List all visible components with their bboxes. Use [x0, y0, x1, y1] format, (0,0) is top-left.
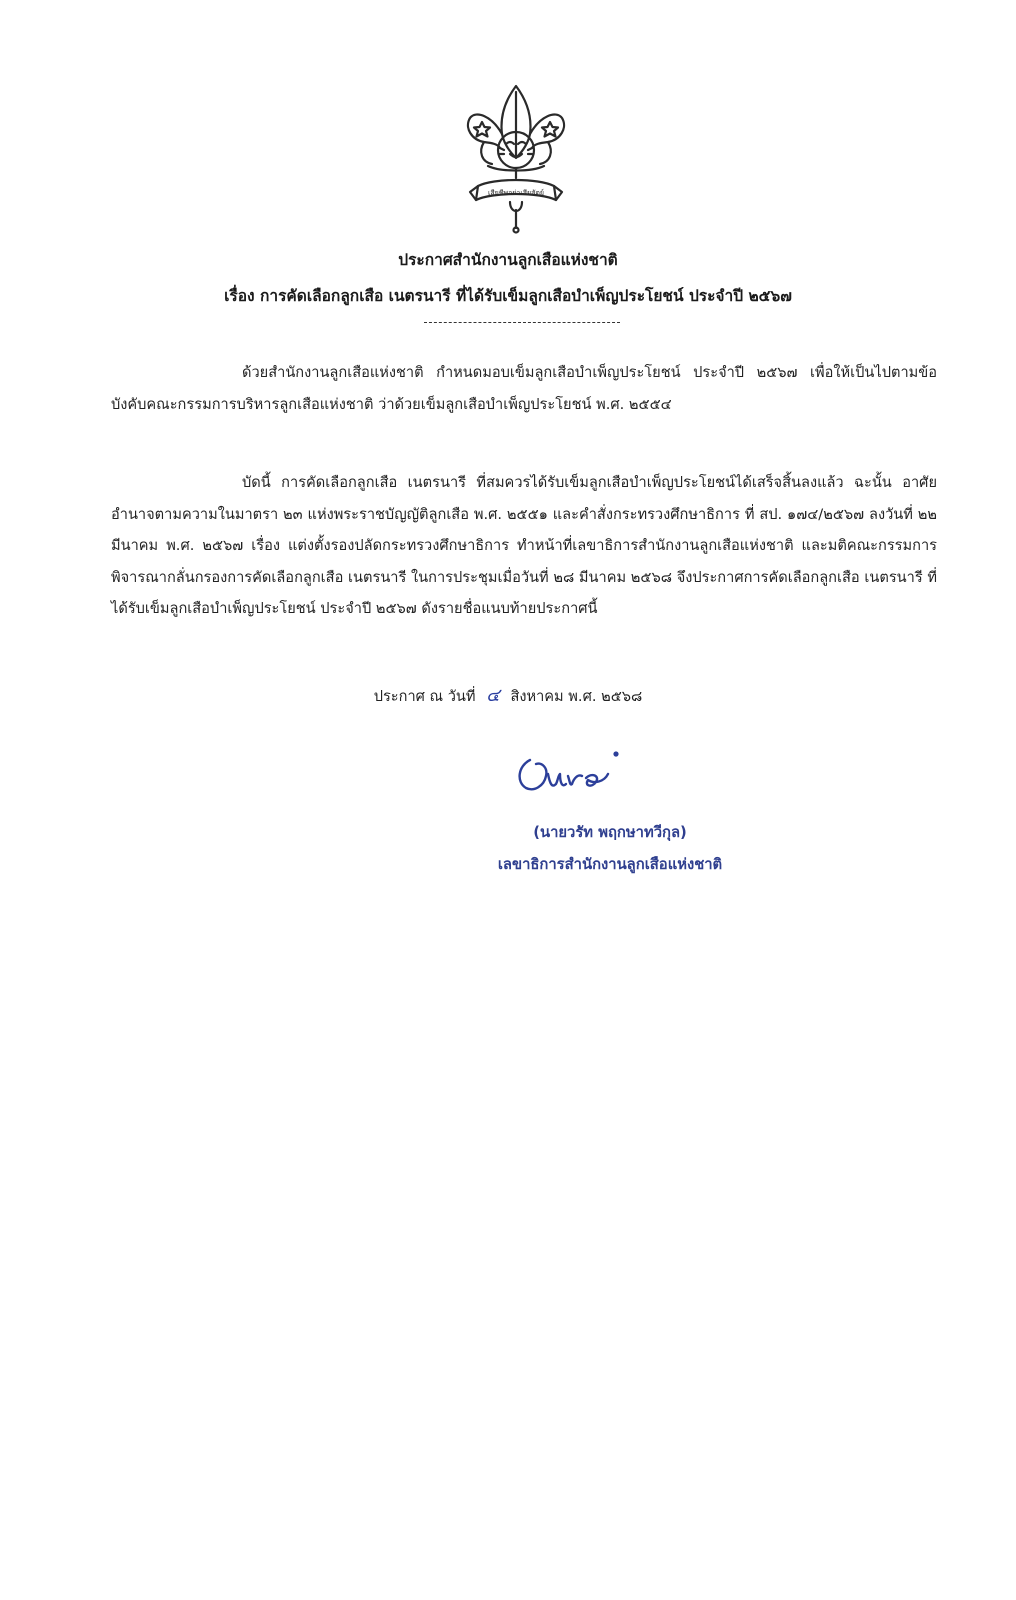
date-month-year: สิงหาคม พ.ศ. ๒๕๖๘ — [510, 688, 643, 705]
announcement-subject: เรื่อง การคัดเลือกลูกเสือ เนตรนารี ที่ได้รับเข็มลูกเสือบำเพ็ญประโยชน์ ประจำปี ๒๕๖๗ — [224, 287, 792, 305]
date-prefix: ประกาศ ณ วันที่ — [373, 688, 476, 705]
paragraph-text: ด้วยสำนักงานลูกเสือแห่งชาติ กำหนดมอบเข็มลูกเสือบำเพ็ญประโยชน์ ประจำปี ๒๕๖๗ เพื่อให้เป็นไปตามข้อบังคับคณะกรรมการบริหารลูกเสือแห่งชาติ ว่าด้วยเข็มลูกเสือบำเพ็ญประโยชน์ พ.ศ. ๒๕๕๔ — [111, 364, 937, 413]
boy-scout-fleur-de-lis-emblem-icon — [464, 82, 568, 234]
paragraph-text: บัดนี้ การคัดเลือกลูกเสือ เนตรนารี ที่สมควรได้รับเข็มลูกเสือบำเพ็ญประโยชน์ได้เสร็จสิ้นลงแล้ว ฉะนั้น อาศัยอำนาจตามความในมาตรา ๒๓ แห่งพระราชบัญญัติลูกเสือ พ.ศ. ๒๕๕๑ และคำสั่งกระทรวงศึกษาธิการ ที่ สป. ๑๗๔/๒๕๖๗ ลงวันที่ ๒๒ มีนาคม พ.ศ. ๒๕๖๗ เรื่อง แต่งตั้งรองปลัดกระทรวงศึกษาธิการ ทำหน้าที่เลขาธิการสำนักงานลูกเสือแห่งชาติ และมติคณะกรรมการพิจารณากลั่นกรองการคัดเลือกลูกเสือ เนตรนารี ในการประชุมเมื่อวันที่ ๒๘ มีนาคม ๒๕๖๘ จึงประกาศการคัดเลือกลูกเสือ เนตรนารี ที่ได้รับเข็มลูกเสือบำเพ็ญประโยชน์ ประจำปี ๒๕๖๗ ดังรายชื่อแนบท้ายประกาศนี้ — [111, 474, 937, 617]
body-paragraph — [111, 467, 937, 625]
body-paragraph — [111, 357, 937, 420]
announcement-date — [0, 680, 1016, 709]
announcement-title: ประกาศสำนักงานลูกเสือแห่งชาติ — [398, 251, 618, 269]
divider — [424, 322, 620, 323]
svg-text:เสียชีพอย่าเสียสัตย์: เสียชีพอย่าเสียสัตย์ — [487, 189, 545, 197]
signer-position: เลขาธิการสำนักงานลูกเสือแห่งชาติ — [497, 856, 723, 873]
signer-name: (นายวรัท พฤกษาทวีกุล) — [533, 824, 687, 841]
date-day: ๔ — [486, 685, 500, 706]
handwritten-signature — [508, 748, 628, 810]
